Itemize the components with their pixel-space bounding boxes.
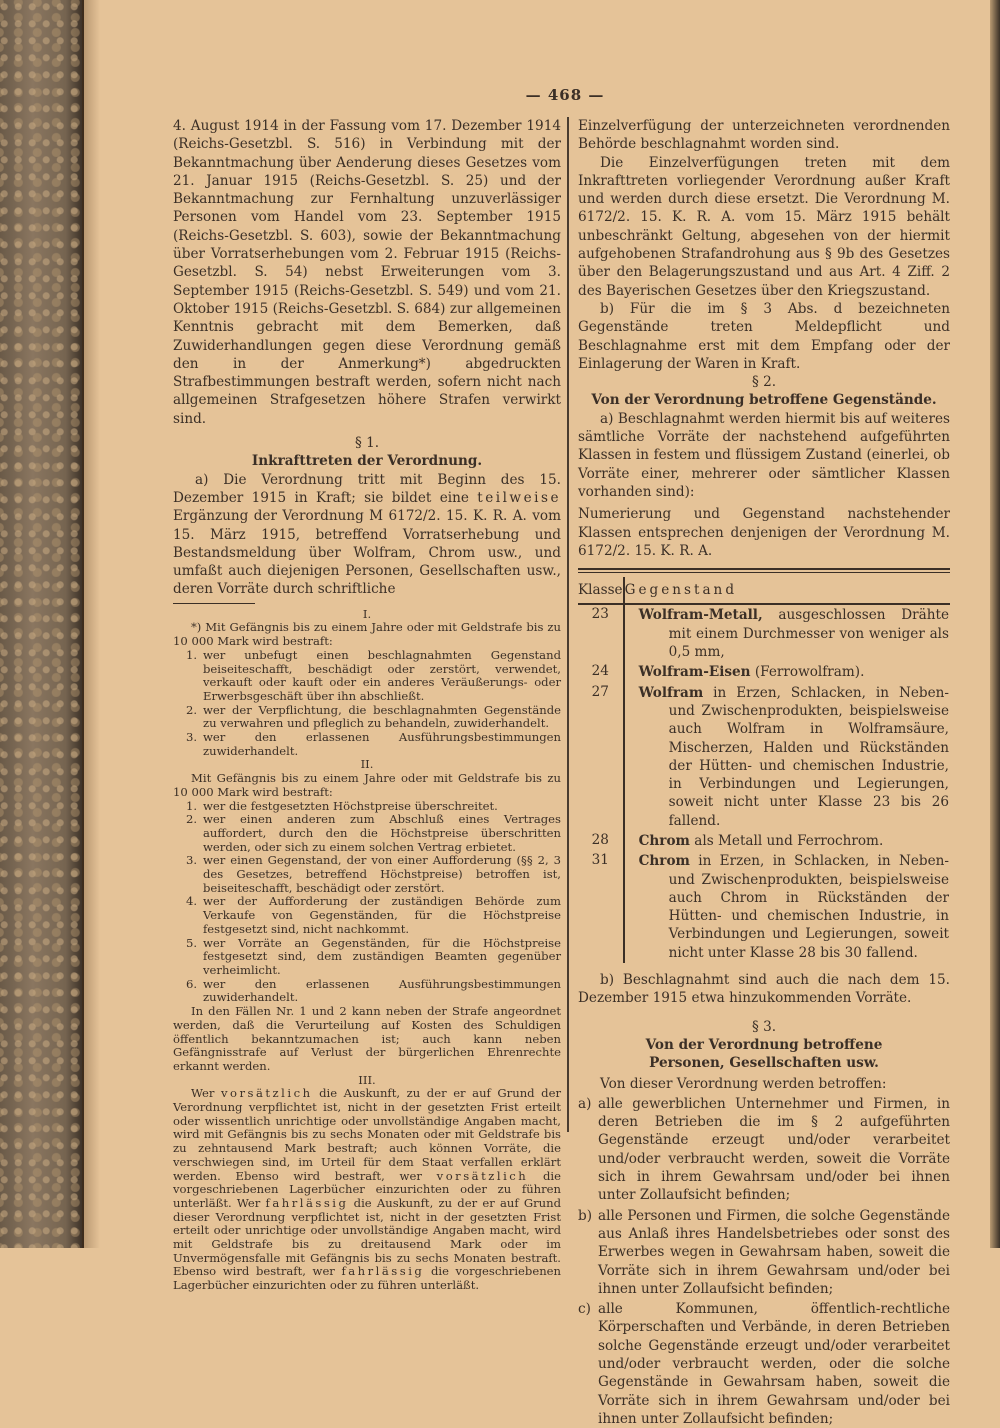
column-header-gegenstand: Gegenstand	[624, 577, 950, 604]
item-text: wer einen Gegenstand, der von einer Aufforderung (§§ 2, 3 des Gesetzes, betreffend Höchstpreise) betroffen ist, beiseiteschafft, beschädigt oder zerstört.	[203, 853, 561, 895]
item-label: c)	[578, 1301, 591, 1318]
footnote-list-item	[173, 649, 561, 704]
text: Ergänzung der Verordnung M 6172/2. 15. K. R. A. vom 15. März 1915, betreffend Vorratserhebung und Bestandsmeldung über Wolfram, Chrom usw., und umfaßt auch diejenigen Personen, Gesellschaften usw., deren Vorräte durch schriftliche	[173, 508, 561, 598]
list-item	[578, 1095, 950, 1205]
paragraph: Die Einzelverfügungen treten mit dem Inkrafttreten vorliegender Verordnung außer Kraft und werden durch diese ersetzt. Die Verordnung M. 6172/2. 15. K. R. A. vom 15. März 1915 behält unbeschränkt Geltung, abgesehen von der hiermit aufgehobenen Strafandrohung aus § 9b des Gesetzes über den Belagerungszustand und aus Art. 4 Ziff. 2 des Bayerischen Gesetzes über den Kriegszustand.	[578, 154, 950, 299]
section-2-paragraph-a: a) Beschlagnahmt werden hiermit bis auf weiteres sämtliche Vorräte der nachstehend aufgeführten Klassen in festem und flüssigem Zustand (einerlei, ob Vorräte einer, mehrerer oder sämtlicher Klassen vorhanden sind):	[578, 410, 950, 500]
section-3-intro: Von dieser Verordnung werden betroffen:	[600, 1075, 887, 1092]
emphasis-text: vorsätzlich	[436, 1168, 529, 1183]
section-1-title: Inkrafttreten der Verordnung.	[251, 453, 483, 470]
page-right-edge	[990, 0, 1000, 1248]
list-item	[578, 1207, 950, 1298]
emphasis-text: teilweise	[477, 489, 561, 506]
item-label: a)	[578, 1095, 592, 1112]
column-header-klasse: Klasse	[578, 577, 624, 604]
column-divider	[567, 117, 569, 1132]
footnote	[173, 608, 561, 1293]
item-number: 1.	[185, 798, 197, 813]
section-2-paragraph-b: b) Beschlagnahmt sind auch die nach dem 15. Dezember 1915 etwa hinzukommenden Vorräte.	[578, 972, 950, 1007]
item-name: Wolfram	[638, 684, 704, 701]
gegenstand-text	[639, 606, 949, 661]
item-name: Wolfram-Eisen	[638, 664, 751, 681]
footnote-list-item	[173, 813, 561, 854]
right-column	[578, 117, 950, 1428]
text: die Auskunft, zu der er auf Grund dieser Verordnung verpflichtet ist, nicht in der gesetzten Frist erteilt oder unrichtige oder unvollständige Angaben macht, wird mit Geldstrafe bis zu dreitausend Mark oder im Unvermögensfalle mit Gefängnis bis zu sechs Monaten bestraft. Ebenso wird bestraft, wer	[173, 1195, 562, 1279]
klasse-cell: 27	[578, 683, 624, 831]
footnote-list-item	[173, 704, 561, 731]
item-text: alle Kommunen, öffentlich-rechtliche Körperschaften und Verbände, in deren Betrieben solche Gegenstände erzeugt und/oder verarbeitet und/oder verbraucht werden, oder die solche Gegenstände in Gewahrsam haben, soweit die Vorräte sich in ihrem Gewahrsam und/oder bei ihnen unter Zollaufsicht befinden;	[598, 1301, 950, 1427]
footnote-list-item	[173, 854, 561, 895]
item-text: wer der Verpflichtung, die beschlagnahmten Gegenstände zu verwahren und pfleglich zu behandeln, zuwiderhandelt.	[203, 702, 561, 731]
gegenstand-cell	[624, 851, 950, 963]
item-text: wer Vorräte an Gegenständen, für die Höchstpreise festgesetzt sind, dem zuständigen Beamten gegenüber verheimlicht.	[203, 935, 561, 977]
text: a) Die Verordnung tritt mit Beginn des 15. Dezember 1915 in Kraft; sie bildet eine	[173, 471, 561, 506]
table-row	[578, 831, 950, 851]
footnote-list-item	[173, 937, 561, 978]
klasse-cell: 23	[578, 604, 624, 662]
list-item	[578, 1300, 950, 1428]
text: die vorgeschriebenen Lagerbücher einzurichten oder zu führen unterläßt. Wer	[173, 1168, 562, 1210]
footnote-heading-I: I.	[362, 606, 372, 621]
text: die Auskunft, zu der er auf Grund der Verordnung verpflichtet ist, nicht in der gesetzten Frist erteilt oder wissentlich unrichtige oder unvollständige Angaben macht, wird mit Gefängnis bis zu sechs Monaten oder mit Geldstrafe bis zu zehntausend Mark bestraft; auch können Vorräte, die verschwiegen sind, im Urteil für dem Staat verfallen erklärt werden. Ebenso wird bestraft, wer	[173, 1086, 561, 1183]
item-number: 2.	[185, 812, 197, 827]
section-3-title: Von der Verordnung betroffene Personen, Gesellschaften usw.	[645, 1036, 883, 1072]
text: die vorgeschriebenen Lagerbücher einzurichten oder zu führen unterläßt.	[173, 1264, 561, 1293]
section-3-number: § 3.	[751, 1018, 777, 1035]
item-number: 2.	[185, 702, 197, 717]
item-text: wer unbefugt einen beschlagnahmten Gegenstand beiseiteschafft, beschädigt oder zerstört, verwendet, verkauft oder kauft oder ein anderes Veräußerungs- oder Erwerbsgeschäft über ihn abschließt.	[203, 647, 561, 703]
gegenstand-cell	[624, 604, 950, 662]
section-2-title: Von der Verordnung betroffene Gegenstände.	[591, 392, 937, 409]
klasse-cell: 31	[578, 851, 624, 963]
table-row	[578, 604, 950, 662]
item-description: in Erzen, in Schlacken, in Neben- und Zwischenprodukten, beispielsweise auch Chrom in Rückständen der Hütten- und chemischen Industrie, in Verbindungen und Legierungen, soweit nicht unter Klasse 28 bis 30 fallend.	[668, 853, 949, 961]
emphasis-text: vorsätzlich	[220, 1086, 313, 1101]
item-text: wer der Aufforderung der zuständigen Behörde zum Verkaufe von Gegenständen, für die Höchstpreise festgesetzt sind, nicht nachkommt.	[203, 894, 561, 936]
footnote-I-intro: *) Mit Gefängnis bis zu einem Jahre oder mit Geldstrafe bis zu 10 000 Mark wird bestraft:	[173, 620, 561, 649]
item-number: 4.	[185, 894, 197, 909]
section-3-list	[578, 1095, 950, 1428]
emphasis-text: fahrlässig	[341, 1264, 425, 1279]
item-name: Chrom	[638, 853, 690, 870]
footnote-list-item	[173, 895, 561, 936]
paragraph-b: b) Für die im § 3 Abs. d bezeichneten Gegenstände treten Meldepflicht und Beschlagnahme erst mit dem Empfang oder der Einlagerung der Waren in Kraft.	[578, 300, 950, 372]
footnote-heading-III: III.	[358, 1072, 376, 1087]
footnote-III-text	[173, 1087, 561, 1293]
footnote-II-intro: Mit Gefängnis bis zu einem Jahre oder mit Geldstrafe bis zu 10 000 Mark wird bestraft:	[173, 771, 561, 799]
footnote-list-item	[173, 731, 561, 758]
item-description: ausgeschlossen Drähte mit einem Durchmesser von weniger als 0,5 mm,	[668, 607, 949, 661]
item-name: Chrom	[638, 832, 690, 849]
page-number: — 468 —	[525, 86, 605, 104]
klasse-cell: 28	[578, 831, 624, 851]
spine-shadow	[82, 0, 100, 1248]
continuation-paragraph: Einzelverfügung der unterzeichneten verordnenden Behörde beschlagnahmt worden sind.	[578, 118, 950, 153]
item-text: wer einen anderen zum Abschluß eines Vertrages auffordert, durch den die Höchstpreise überschritten werden, oder sich zu einem solchen Vertrag erbietet.	[203, 812, 561, 854]
item-text: alle Personen und Firmen, die solche Gegenstände aus Anlaß ihres Handelsbetriebes oder sonst des Erwerbes wegen in Gewahrsam haben, soweit die Vorräte sich in ihrem Gewahrsam und/oder bei ihnen unter Zollaufsicht befinden;	[598, 1207, 950, 1297]
footnote-II-closing: In den Fällen Nr. 1 und 2 kann neben der Strafe angeordnet werden, daß die Verurteilung auf Kosten des Schuldigen öffentlich bekanntzumachen ist; auch kann neben Gefängnisstrafe auf Verlust der bürgerlichen Ehrenrechte erkannt werden.	[173, 1004, 561, 1073]
item-description: (Ferrowolfram).	[750, 664, 865, 681]
gegenstand-text	[639, 852, 949, 962]
emphasis-text: fahrlässig	[265, 1195, 349, 1210]
gegenstand-text	[639, 832, 949, 850]
text: Wer	[191, 1086, 215, 1101]
item-number: 5.	[185, 935, 197, 950]
item-label: b)	[578, 1207, 593, 1224]
klasse-cell: 24	[578, 662, 624, 682]
gegenstand-text	[639, 663, 949, 681]
left-column	[173, 117, 561, 1293]
footnote-list-item	[173, 978, 561, 1005]
table-row	[578, 662, 950, 682]
section-2-number: § 2.	[751, 374, 777, 391]
item-number: 3.	[185, 853, 197, 868]
item-number: 6.	[185, 976, 197, 991]
footnote-separator	[173, 603, 255, 604]
classes-table	[578, 577, 950, 963]
gegenstand-text	[639, 684, 949, 830]
gegenstand-cell	[624, 683, 950, 831]
section-1-number: § 1.	[354, 435, 380, 452]
gegenstand-cell	[624, 831, 950, 851]
item-text: wer die festgesetzten Höchstpreise überschreitet.	[203, 798, 498, 813]
item-description: in Erzen, Schlacken, in Neben- und Zwischenprodukten, beispielsweise auch Wolfram in Wolframsäure, Mischerzen, Halden und Rückständen der Hütten- und chemischen Industrie, in Verbindungen und Legierungen, soweit nicht unter Klasse 23 bis 26 fallend.	[668, 684, 949, 829]
table-top-rule	[578, 568, 950, 573]
intro-paragraph: 4. August 1914 in der Fassung vom 17. Dezember 1914 (Reichs-Gesetzbl. S. 516) in Verbindung mit der Bekanntmachung über Aenderung dieses Gesetzes vom 21. Januar 1915 (Reichs-Gesetzbl. S. 25) und der Bekanntmachung zur Fernhaltung unzuverlässiger Personen vom Handel vom 23. September 1915 (Reichs-Gesetzbl. S. 603), sowie der Bekanntmachung über Vorratserhebungen vom 2. Februar 1915 (Reichs-Gesetzbl. S. 54) nebst Erweiterungen vom 3. September 1915 (Reichs-Gesetzbl. S. 549) und vom 21. Oktober 1915 (Reichs-Gesetzbl. S. 684) zur allgemeinen Kenntnis gebracht mit dem Bemerken, daß Zuwiderhandlungen gegen diese Verordnung gemäß den in der Anmerkung*) abgedruckten Strafbestimmungen bestraft werden, sofern nicht nach allgemeinen Strafgesetzen höhere Strafen verwirkt sind.	[173, 118, 561, 427]
table-row	[578, 851, 950, 963]
book-binding-marbled-edge	[0, 0, 84, 1248]
footnote-list-item	[173, 800, 561, 814]
item-name: Wolfram-Metall,	[638, 607, 763, 624]
item-text: wer den erlassenen Ausführungsbestimmungen zuwiderhandelt.	[203, 730, 561, 758]
item-text: wer den erlassenen Ausführungsbestimmungen zuwiderhandelt.	[203, 976, 561, 1005]
gegenstand-cell	[624, 662, 950, 682]
footnote-II-list	[173, 800, 561, 1006]
table-row	[578, 683, 950, 831]
section-1-paragraph-a	[173, 471, 561, 599]
footnote-heading-II: II.	[360, 757, 374, 772]
item-description: als Metall und Ferrochrom.	[689, 832, 884, 849]
item-text: alle gewerblichen Unternehmer und Firmen, in deren Betrieben die im § 2 aufgeführten Gegenstände erzeugt und/oder verarbeitet und/oder verbraucht werden, soweit die Vorräte sich in ihrem Gewahrsam und/oder bei ihnen unter Zollaufsicht befinden;	[598, 1095, 950, 1204]
section-2-note: Numerierung und Gegenstand nachstehender Klassen entsprechen denjenigen der Verordnung M. 6172/2. 15. K. R. A.	[578, 506, 950, 559]
footnote-I-list	[173, 649, 561, 759]
item-number: 1.	[185, 647, 197, 662]
item-number: 3.	[185, 730, 197, 745]
